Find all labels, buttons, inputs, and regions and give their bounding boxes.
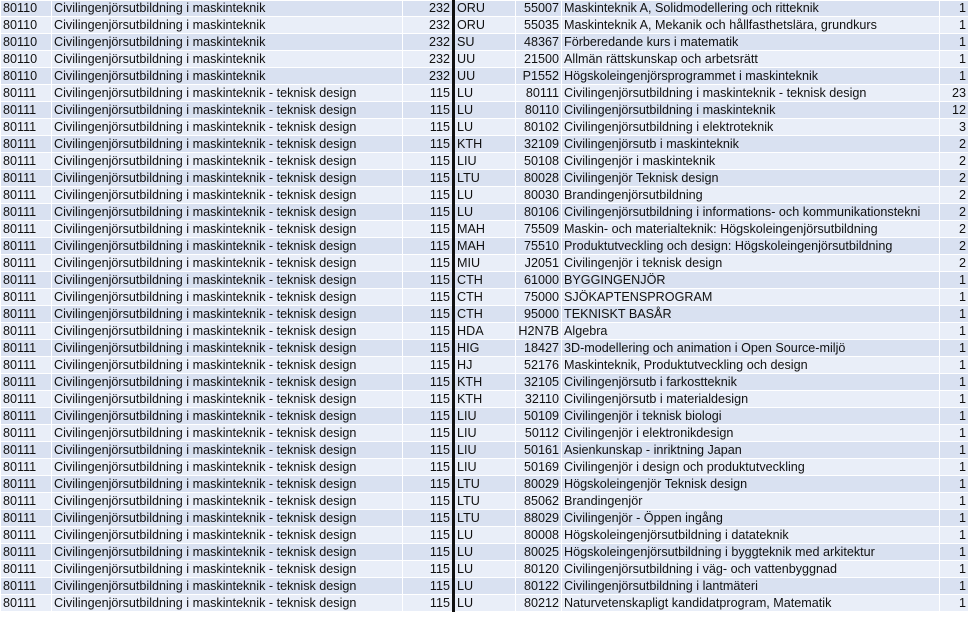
course-name-cell[interactable]: Civilingenjör - Öppen ingång [562,510,940,527]
count-cell[interactable]: 1 [940,68,969,85]
course-code-cell[interactable]: 80111 [516,85,562,102]
table-row [1,323,969,340]
table-row [1,238,969,255]
course-name-cell[interactable]: Förberedande kurs i matematik [562,34,940,51]
course-code-cell[interactable]: 80102 [516,119,562,136]
program-name-cell[interactable]: Civilingenjörsutbildning i maskinteknik [52,34,403,51]
university-cell[interactable]: KTH [454,391,516,408]
course-name-cell[interactable]: Högskoleingenjörsprogrammet i maskinteknik [562,68,940,85]
program-name-cell[interactable]: Civilingenjörsutbildning i maskinteknik - teknisk design [52,238,403,255]
program-name-cell[interactable]: Civilingenjörsutbildning i maskinteknik - teknisk design [52,561,403,578]
course-code-cell[interactable]: 48367 [516,34,562,51]
program-code-cell[interactable]: 80111 [1,459,52,476]
course-code-cell[interactable]: 75510 [516,238,562,255]
course-code-cell[interactable]: 61000 [516,272,562,289]
program-code-cell[interactable]: 80111 [1,238,52,255]
university-cell[interactable]: ORU [454,1,516,17]
university-cell[interactable]: LU [454,102,516,119]
program-total-cell[interactable]: 115 [403,391,454,408]
course-name-cell[interactable]: Civilingenjörsutb i farkostteknik [562,374,940,391]
table-row [1,357,969,374]
program-name-cell[interactable]: Civilingenjörsutbildning i maskinteknik - teknisk design [52,340,403,357]
university-cell[interactable]: LTU [454,170,516,187]
course-code-cell[interactable]: P1552 [516,68,562,85]
university-cell[interactable]: LU [454,544,516,561]
course-name-cell[interactable]: Högskoleingenjör Teknisk design [562,476,940,493]
course-code-cell[interactable]: 80106 [516,204,562,221]
table-row [1,289,969,306]
program-code-cell[interactable]: 80111 [1,204,52,221]
university-cell[interactable]: LIU [454,408,516,425]
count-cell[interactable]: 1 [940,595,969,612]
university-cell[interactable]: HIG [454,340,516,357]
university-cell[interactable]: CTH [454,306,516,323]
program-name-cell[interactable]: Civilingenjörsutbildning i maskinteknik - teknisk design [52,357,403,374]
program-name-cell[interactable]: Civilingenjörsutbildning i maskinteknik - teknisk design [52,595,403,612]
course-name-cell[interactable]: Allmän rättskunskap och arbetsrätt [562,51,940,68]
program-total-cell[interactable]: 115 [403,85,454,102]
program-name-cell[interactable]: Civilingenjörsutbildning i maskinteknik - teknisk design [52,204,403,221]
course-name-cell[interactable]: Maskinteknik A, Solidmodellering och ritteknik [562,1,940,17]
university-cell[interactable]: MAH [454,238,516,255]
program-name-cell[interactable]: Civilingenjörsutbildning i maskinteknik [52,17,403,34]
table-row [1,578,969,595]
course-name-cell[interactable]: Civilingenjörsutb i maskinteknik [562,136,940,153]
program-total-cell[interactable]: 115 [403,510,454,527]
program-name-cell[interactable]: Civilingenjörsutbildning i maskinteknik - teknisk design [52,102,403,119]
program-code-cell[interactable]: 80111 [1,289,52,306]
program-code-cell[interactable]: 80111 [1,544,52,561]
university-cell[interactable]: LTU [454,476,516,493]
program-name-cell[interactable]: Civilingenjörsutbildning i maskinteknik - teknisk design [52,544,403,561]
course-name-cell[interactable]: Civilingenjörsutbildning i informations- och kommunikationstekni [562,204,940,221]
course-code-cell[interactable]: J2051 [516,255,562,272]
count-cell[interactable]: 2 [940,204,969,221]
program-code-cell[interactable]: 80110 [1,68,52,85]
program-name-cell[interactable]: Civilingenjörsutbildning i maskinteknik - teknisk design [52,272,403,289]
program-code-cell[interactable]: 80111 [1,306,52,323]
count-cell[interactable]: 1 [940,306,969,323]
table-row [1,119,969,136]
course-code-cell[interactable]: 80212 [516,595,562,612]
program-code-cell[interactable]: 80111 [1,255,52,272]
program-code-cell[interactable]: 80110 [1,34,52,51]
table-row [1,1,969,17]
program-name-cell[interactable]: Civilingenjörsutbildning i maskinteknik - teknisk design [52,442,403,459]
program-name-cell[interactable]: Civilingenjörsutbildning i maskinteknik - teknisk design [52,527,403,544]
program-name-cell[interactable]: Civilingenjörsutbildning i maskinteknik - teknisk design [52,493,403,510]
count-cell[interactable]: 2 [940,153,969,170]
program-total-cell[interactable]: 115 [403,340,454,357]
course-code-cell[interactable]: 50169 [516,459,562,476]
program-name-cell[interactable]: Civilingenjörsutbildning i maskinteknik - teknisk design [52,187,403,204]
university-cell[interactable]: LTU [454,493,516,510]
program-name-cell[interactable]: Civilingenjörsutbildning i maskinteknik - teknisk design [52,170,403,187]
table-row [1,102,969,119]
program-total-cell[interactable]: 115 [403,357,454,374]
program-total-cell[interactable]: 115 [403,102,454,119]
program-total-cell[interactable]: 115 [403,323,454,340]
count-cell[interactable]: 1 [940,340,969,357]
university-cell[interactable]: LU [454,561,516,578]
course-code-cell[interactable]: H2N7B [516,323,562,340]
course-name-cell[interactable]: SJÖKAPTENSPROGRAM [562,289,940,306]
course-name-cell[interactable]: Civilingenjör i design och produktutveckling [562,459,940,476]
course-code-cell[interactable]: 32105 [516,374,562,391]
program-code-cell[interactable]: 80111 [1,561,52,578]
table-row [1,595,969,612]
program-code-cell[interactable]: 80111 [1,323,52,340]
program-total-cell[interactable]: 115 [403,425,454,442]
course-name-cell[interactable]: Brandingenjörsutbildning [562,187,940,204]
program-code-cell[interactable]: 80111 [1,357,52,374]
university-cell[interactable]: MAH [454,221,516,238]
table-row [1,425,969,442]
program-code-cell[interactable]: 80111 [1,510,52,527]
course-name-cell[interactable]: Algebra [562,323,940,340]
program-code-cell[interactable]: 80111 [1,578,52,595]
course-name-cell[interactable]: Civilingenjörsutbildning i maskinteknik - teknisk design [562,85,940,102]
course-name-cell[interactable]: Maskin- och materialteknik: Högskoleingenjörsutbildning [562,221,940,238]
count-cell[interactable]: 1 [940,1,969,17]
course-name-cell[interactable]: Civilingenjör Teknisk design [562,170,940,187]
count-cell[interactable]: 1 [940,374,969,391]
count-cell[interactable]: 1 [940,493,969,510]
university-cell[interactable]: KTH [454,374,516,391]
count-cell[interactable]: 1 [940,527,969,544]
program-name-cell[interactable]: Civilingenjörsutbildning i maskinteknik - teknisk design [52,510,403,527]
table-row [1,68,969,85]
university-cell[interactable]: LU [454,204,516,221]
course-code-cell[interactable]: 85062 [516,493,562,510]
table-body [1,1,969,612]
program-name-cell[interactable]: Civilingenjörsutbildning i maskinteknik - teknisk design [52,476,403,493]
program-code-cell[interactable]: 80111 [1,170,52,187]
course-code-cell[interactable]: 80110 [516,102,562,119]
count-cell[interactable]: 1 [940,391,969,408]
course-code-cell[interactable]: 32110 [516,391,562,408]
course-name-cell[interactable]: Civilingenjörsutbildning i maskinteknik [562,102,940,119]
course-name-cell[interactable]: BYGGINGENJÖR [562,272,940,289]
count-cell[interactable]: 1 [940,34,969,51]
university-cell[interactable]: LIU [454,425,516,442]
program-total-cell[interactable]: 115 [403,255,454,272]
course-name-cell[interactable]: Civilingenjörsutb i materialdesign [562,391,940,408]
course-code-cell[interactable]: 50109 [516,408,562,425]
count-cell[interactable]: 1 [940,357,969,374]
table-row [1,442,969,459]
program-name-cell[interactable]: Civilingenjörsutbildning i maskinteknik - teknisk design [52,119,403,136]
program-total-cell[interactable]: 115 [403,527,454,544]
course-code-cell[interactable]: 80028 [516,170,562,187]
program-name-cell[interactable]: Civilingenjörsutbildning i maskinteknik - teknisk design [52,136,403,153]
course-name-cell[interactable]: Civilingenjör i elektronikdesign [562,425,940,442]
program-code-cell[interactable]: 80111 [1,374,52,391]
course-code-cell[interactable]: 55035 [516,17,562,34]
program-total-cell[interactable]: 115 [403,459,454,476]
program-name-cell[interactable]: Civilingenjörsutbildning i maskinteknik [52,1,403,17]
course-name-cell[interactable]: Högskoleingenjörsutbildning i datateknik [562,527,940,544]
program-total-cell[interactable]: 115 [403,374,454,391]
course-code-cell[interactable]: 50108 [516,153,562,170]
course-name-cell[interactable]: Civilingenjör i teknisk design [562,255,940,272]
count-cell[interactable]: 1 [940,561,969,578]
program-name-cell[interactable]: Civilingenjörsutbildning i maskinteknik - teknisk design [52,153,403,170]
university-cell[interactable]: LIU [454,459,516,476]
university-cell[interactable]: CTH [454,289,516,306]
count-cell[interactable]: 2 [940,187,969,204]
program-name-cell[interactable]: Civilingenjörsutbildning i maskinteknik - teknisk design [52,578,403,595]
program-total-cell[interactable]: 232 [403,68,454,85]
university-cell[interactable]: HDA [454,323,516,340]
university-cell[interactable]: UU [454,51,516,68]
count-cell[interactable]: 2 [940,136,969,153]
course-code-cell[interactable]: 75000 [516,289,562,306]
count-cell[interactable]: 1 [940,510,969,527]
count-cell[interactable]: 1 [940,476,969,493]
program-name-cell[interactable]: Civilingenjörsutbildning i maskinteknik - teknisk design [52,408,403,425]
program-code-cell[interactable]: 80111 [1,442,52,459]
program-name-cell[interactable]: Civilingenjörsutbildning i maskinteknik - teknisk design [52,289,403,306]
count-cell[interactable]: 1 [940,408,969,425]
program-code-cell[interactable]: 80110 [1,51,52,68]
university-cell[interactable]: LTU [454,510,516,527]
program-total-cell[interactable]: 115 [403,578,454,595]
university-cell[interactable]: LU [454,119,516,136]
course-code-cell[interactable]: 80030 [516,187,562,204]
program-code-cell[interactable]: 80111 [1,595,52,612]
course-code-cell[interactable]: 50161 [516,442,562,459]
program-code-cell[interactable]: 80111 [1,102,52,119]
table-row [1,476,969,493]
table-row [1,272,969,289]
program-name-cell[interactable]: Civilingenjörsutbildning i maskinteknik - teknisk design [52,221,403,238]
count-cell[interactable]: 2 [940,170,969,187]
university-cell[interactable]: LIU [454,153,516,170]
program-total-cell[interactable]: 115 [403,119,454,136]
course-code-cell[interactable]: 95000 [516,306,562,323]
university-cell[interactable]: LU [454,578,516,595]
count-cell[interactable]: 3 [940,119,969,136]
program-total-cell[interactable]: 115 [403,476,454,493]
program-total-cell[interactable]: 115 [403,544,454,561]
course-code-cell[interactable]: 88029 [516,510,562,527]
program-total-cell[interactable]: 232 [403,51,454,68]
program-total-cell[interactable]: 115 [403,493,454,510]
university-cell[interactable]: LU [454,595,516,612]
table-row [1,391,969,408]
course-name-cell[interactable]: Produktutveckling och design: Högskoleingenjörsutbildning [562,238,940,255]
table-row [1,204,969,221]
program-total-cell[interactable]: 115 [403,238,454,255]
count-cell[interactable]: 1 [940,17,969,34]
program-total-cell[interactable]: 115 [403,408,454,425]
count-cell[interactable]: 1 [940,272,969,289]
table-row [1,221,969,238]
course-name-cell[interactable]: Civilingenjörsutbildning i lantmäteri [562,578,940,595]
program-total-cell[interactable]: 115 [403,170,454,187]
course-name-cell[interactable]: Civilingenjör i teknisk biologi [562,408,940,425]
course-code-cell[interactable]: 80122 [516,578,562,595]
table-row [1,153,969,170]
program-code-cell[interactable]: 80111 [1,527,52,544]
course-name-cell[interactable]: Civilingenjörsutbildning i elektroteknik [562,119,940,136]
program-total-cell[interactable]: 115 [403,221,454,238]
program-name-cell[interactable]: Civilingenjörsutbildning i maskinteknik - teknisk design [52,255,403,272]
program-name-cell[interactable]: Civilingenjörsutbildning i maskinteknik - teknisk design [52,323,403,340]
university-cell[interactable]: HJ [454,357,516,374]
program-total-cell[interactable]: 232 [403,1,454,17]
course-name-cell[interactable]: Civilingenjör i maskinteknik [562,153,940,170]
course-code-cell[interactable]: 80120 [516,561,562,578]
count-cell[interactable]: 1 [940,459,969,476]
course-name-cell[interactable]: TEKNISKT BASÅR [562,306,940,323]
table-row [1,510,969,527]
program-total-cell[interactable]: 115 [403,306,454,323]
course-code-cell[interactable]: 52176 [516,357,562,374]
university-cell[interactable]: LU [454,85,516,102]
program-code-cell[interactable]: 80110 [1,1,52,17]
program-code-cell[interactable]: 80111 [1,85,52,102]
course-name-cell[interactable]: Maskinteknik A, Mekanik och hållfasthetslära, grundkurs [562,17,940,34]
program-name-cell[interactable]: Civilingenjörsutbildning i maskinteknik - teknisk design [52,306,403,323]
program-code-cell[interactable]: 80111 [1,136,52,153]
table-row [1,561,969,578]
count-cell[interactable]: 2 [940,238,969,255]
count-cell[interactable]: 1 [940,425,969,442]
program-total-cell[interactable]: 115 [403,153,454,170]
program-name-cell[interactable]: Civilingenjörsutbildning i maskinteknik [52,51,403,68]
count-cell[interactable]: 1 [940,289,969,306]
program-code-cell[interactable]: 80111 [1,340,52,357]
course-name-cell[interactable]: Maskinteknik, Produktutveckling och design [562,357,940,374]
program-code-cell[interactable]: 80111 [1,476,52,493]
university-cell[interactable]: UU [454,68,516,85]
count-cell[interactable]: 1 [940,578,969,595]
table-row [1,51,969,68]
program-code-cell[interactable]: 80111 [1,272,52,289]
course-name-cell[interactable]: Högskoleingenjörsutbildning i byggteknik med arkitektur [562,544,940,561]
table-row [1,493,969,510]
program-total-cell[interactable]: 115 [403,561,454,578]
program-name-cell[interactable]: Civilingenjörsutbildning i maskinteknik - teknisk design [52,374,403,391]
university-cell[interactable]: LIU [454,442,516,459]
program-code-cell[interactable]: 80111 [1,119,52,136]
program-total-cell[interactable]: 115 [403,289,454,306]
program-name-cell[interactable]: Civilingenjörsutbildning i maskinteknik - teknisk design [52,85,403,102]
course-code-cell[interactable]: 55007 [516,1,562,17]
course-name-cell[interactable]: Brandingenjör [562,493,940,510]
table-row [1,459,969,476]
program-code-cell[interactable]: 80111 [1,408,52,425]
count-cell[interactable]: 1 [940,544,969,561]
university-cell[interactable]: MIU [454,255,516,272]
course-name-cell[interactable]: Naturvetenskapligt kandidatprogram, Matematik [562,595,940,612]
count-cell[interactable]: 1 [940,442,969,459]
table-row [1,85,969,102]
course-code-cell[interactable]: 32109 [516,136,562,153]
university-cell[interactable]: ORU [454,17,516,34]
university-cell[interactable]: SU [454,34,516,51]
count-cell[interactable]: 1 [940,323,969,340]
university-cell[interactable]: LU [454,187,516,204]
program-name-cell[interactable]: Civilingenjörsutbildning i maskinteknik - teknisk design [52,391,403,408]
course-code-cell[interactable]: 80025 [516,544,562,561]
program-total-cell[interactable]: 115 [403,595,454,612]
program-total-cell[interactable]: 232 [403,34,454,51]
table-row [1,374,969,391]
table-row [1,408,969,425]
table-row [1,544,969,561]
program-code-cell[interactable]: 80111 [1,187,52,204]
university-cell[interactable]: KTH [454,136,516,153]
table-row [1,527,969,544]
table-row [1,306,969,323]
program-code-cell[interactable]: 80111 [1,425,52,442]
table-row [1,34,969,51]
table-row [1,170,969,187]
count-cell[interactable]: 23 [940,85,969,102]
program-name-cell[interactable]: Civilingenjörsutbildning i maskinteknik [52,68,403,85]
program-code-cell[interactable]: 80110 [1,17,52,34]
count-cell[interactable]: 12 [940,102,969,119]
course-code-cell[interactable]: 75509 [516,221,562,238]
course-name-cell[interactable]: Civilingenjörsutbildning i väg- och vattenbyggnad [562,561,940,578]
course-code-cell[interactable]: 21500 [516,51,562,68]
program-total-cell[interactable]: 115 [403,272,454,289]
program-code-cell[interactable]: 80111 [1,153,52,170]
course-code-cell[interactable]: 80029 [516,476,562,493]
program-total-cell[interactable]: 232 [403,17,454,34]
count-cell[interactable]: 2 [940,255,969,272]
course-code-cell[interactable]: 50112 [516,425,562,442]
program-total-cell[interactable]: 115 [403,442,454,459]
table-row [1,340,969,357]
university-cell[interactable]: LU [454,527,516,544]
program-total-cell[interactable]: 115 [403,136,454,153]
table-row [1,136,969,153]
course-code-cell[interactable]: 80008 [516,527,562,544]
university-cell[interactable]: CTH [454,272,516,289]
program-code-cell[interactable]: 80111 [1,221,52,238]
program-name-cell[interactable]: Civilingenjörsutbildning i maskinteknik - teknisk design [52,425,403,442]
program-total-cell[interactable]: 115 [403,187,454,204]
course-code-cell[interactable]: 18427 [516,340,562,357]
table-row [1,255,969,272]
program-name-cell[interactable]: Civilingenjörsutbildning i maskinteknik - teknisk design [52,459,403,476]
program-code-cell[interactable]: 80111 [1,391,52,408]
program-code-cell[interactable]: 80111 [1,493,52,510]
count-cell[interactable]: 2 [940,221,969,238]
course-name-cell[interactable]: Asienkunskap - inriktning Japan [562,442,940,459]
count-cell[interactable]: 1 [940,51,969,68]
table-row [1,187,969,204]
program-total-cell[interactable]: 115 [403,204,454,221]
table-row [1,17,969,34]
course-name-cell[interactable]: 3D-modellering och animation i Open Source-miljö [562,340,940,357]
